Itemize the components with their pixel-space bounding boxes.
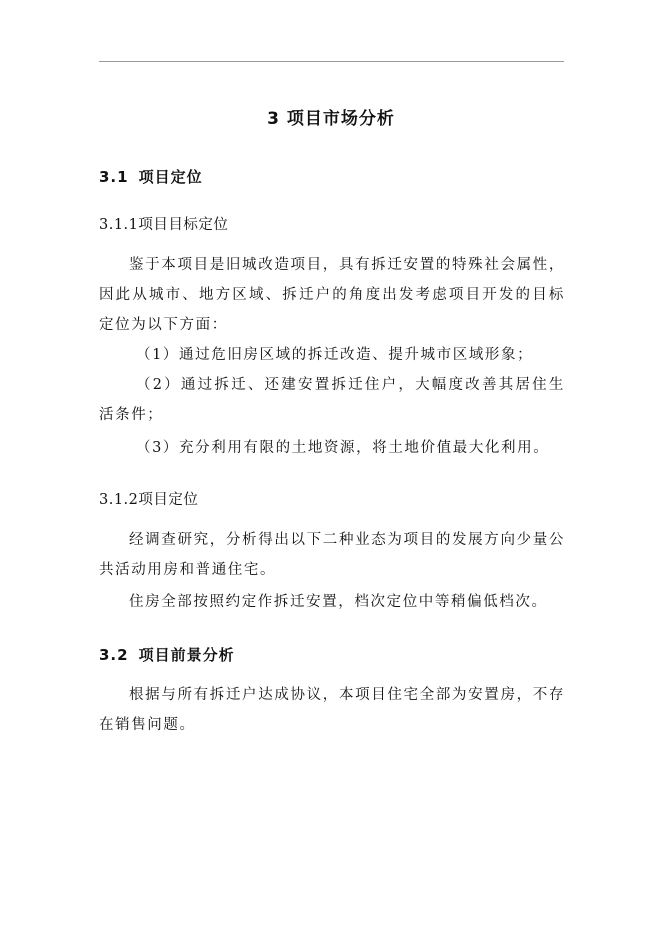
section-heading-3-1 — [99, 166, 203, 188]
subsection-heading-3-1-1: 3.1.1项目目标定位 — [99, 217, 229, 233]
list-item: （2）通过拆迁、还建安置拆迁住户，大幅度改善其居住生活条件； — [99, 377, 565, 423]
paragraph: 住房全部按照约定作拆迁安置，档次定位中等稍偏低档次。 — [129, 594, 548, 610]
section-number: 3.2 — [99, 646, 129, 664]
list-item: （3）充分利用有限的土地资源，将土地价值最大化利用。 — [136, 440, 550, 456]
section-number: 3.1 — [99, 168, 129, 186]
section-heading-3-2 — [99, 644, 235, 666]
chapter-title: 3 项目市场分析 — [267, 109, 395, 129]
section-title: 项目定位 — [138, 168, 203, 186]
list-item: （1）通过危旧房区域的拆迁改造、提升城市区域形象； — [136, 347, 534, 363]
paragraph: 根据与所有拆迁户达成协议，本项目住宅全部为安置房，不存在销售问题。 — [99, 687, 565, 733]
header-rule — [99, 61, 564, 62]
subsection-heading-3-1-2: 3.1.2项目定位 — [99, 492, 199, 508]
section-title: 项目前景分析 — [138, 646, 235, 664]
paragraph: 经调查研究，分析得出以下二种业态为项目的发展方向少量公共活动用房和普通住宅。 — [99, 532, 565, 578]
paragraph: 鉴于本项目是旧城改造项目，具有拆迁安置的特殊社会属性，因此从城市、地方区域、拆迁户的角度出发考虑项目开发的目标定位为以下方面： — [99, 257, 565, 333]
